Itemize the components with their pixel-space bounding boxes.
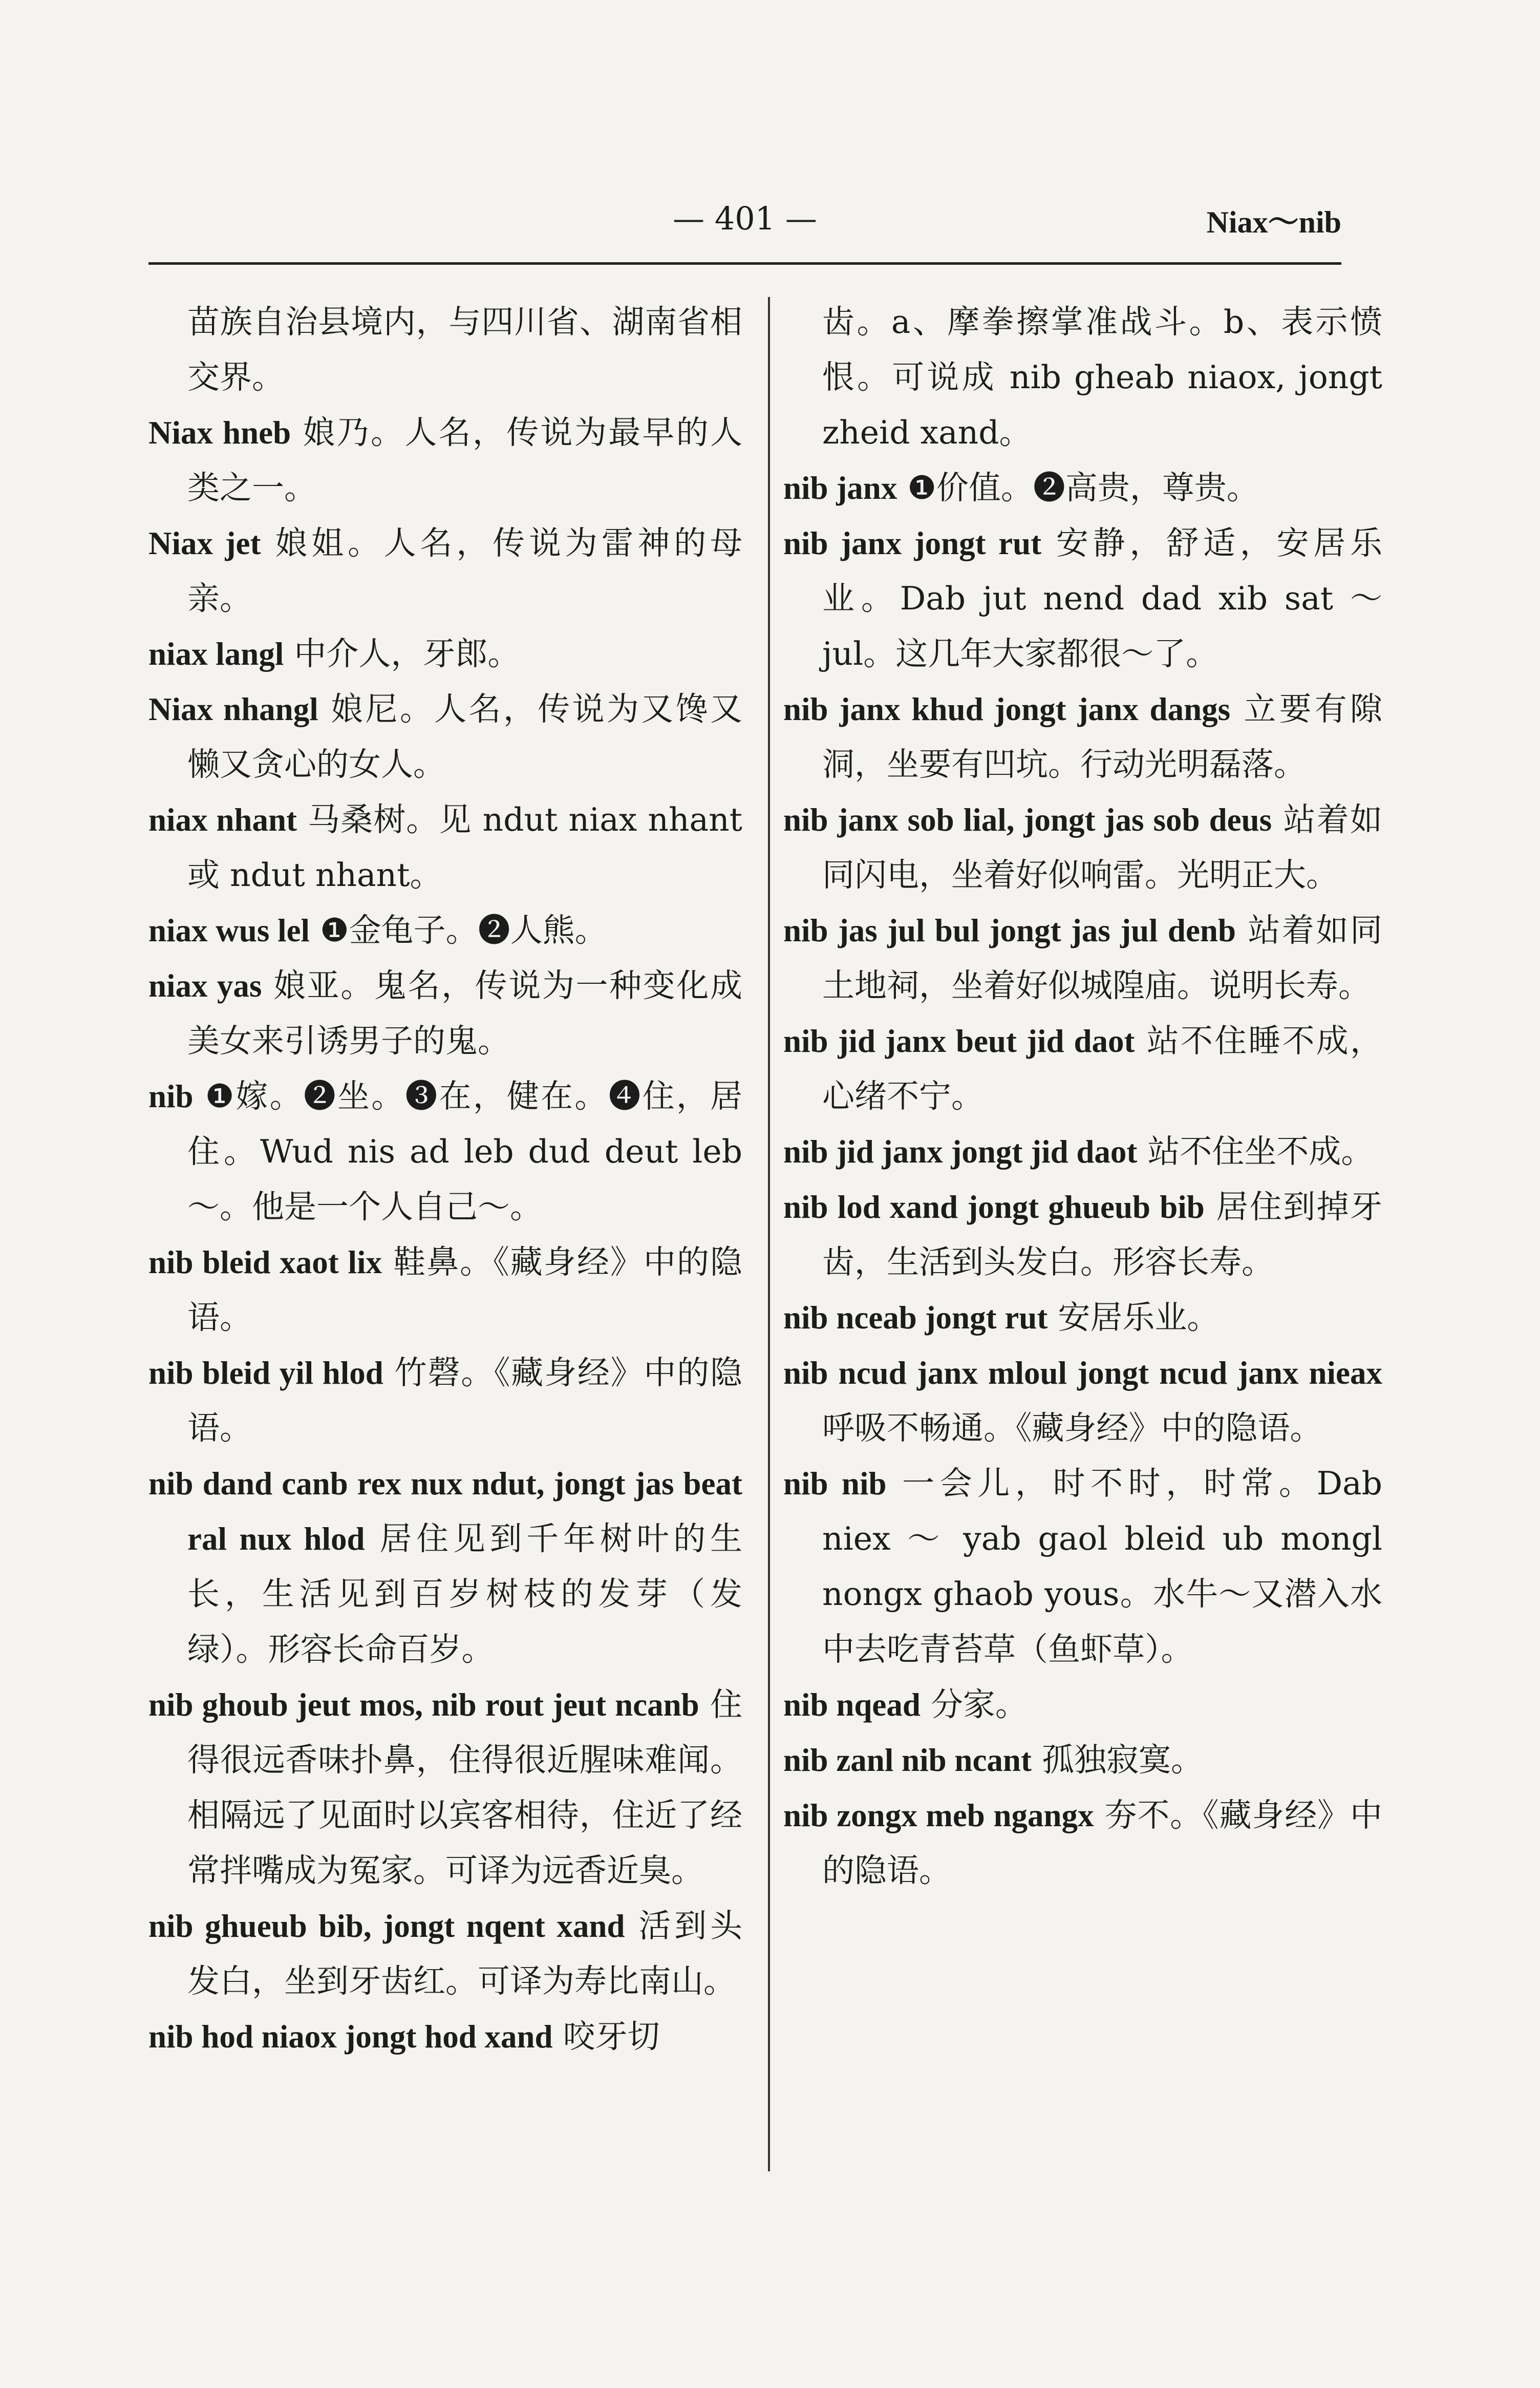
entry-headword: nib zanl nib ncant <box>783 1742 1032 1778</box>
entry-headword: nib janx khud jongt janx dangs <box>783 691 1231 727</box>
entry-definition: 站不住睡不成，心绪不宁。 <box>822 1022 1383 1115</box>
dictionary-entry <box>148 682 742 792</box>
entry-definition: 站着如同土地祠，坐着好似城隍庙。说明长寿。 <box>822 912 1383 1004</box>
entry-definition: 苗族自治县境内，与四川省、湖南省相交界。 <box>187 303 742 396</box>
entry-headword: Niax jet <box>148 525 261 561</box>
dictionary-entry <box>148 1345 742 1456</box>
entry-definition: 呼吸不畅通。《藏身经》中的隐语。 <box>822 1409 1322 1447</box>
right-column <box>783 294 1382 1898</box>
entry-headword: nib lod xand jongt ghueub bib <box>783 1189 1205 1225</box>
entry-headword: nib jas jul bul jongt jas jul denb <box>783 913 1236 948</box>
entry-headword: niax yas <box>148 968 262 1004</box>
entry-definition: 马桑树。见 ndut niax nhant 或 ndut nhant。 <box>187 801 742 894</box>
entry-headword: nib <box>148 1079 194 1114</box>
entry-definition: 一会儿，时不时，时常。Dab niex ～ yab gaol bleid ub mongl nongx ghaob yous。水牛～又潜入水中去吃青苔草（鱼虾草）。 <box>822 1465 1382 1668</box>
entry-headword: nib nceab jongt rut <box>783 1300 1048 1336</box>
dictionary-entry <box>148 405 742 516</box>
entry-headword: nib janx jongt rut <box>783 525 1042 561</box>
entry-definition: 娘尼。人名，传说为又馋又懒又贪心的女人。 <box>187 690 743 783</box>
entry-definition: 夯不。《藏身经》中的隐语。 <box>822 1797 1383 1889</box>
column-divider <box>768 297 770 2171</box>
dictionary-entry <box>148 626 742 682</box>
entry-definition: ❶嫁。❷坐。❸在，健在。❹住，居住。Wud nis ad leb dud deut leb ～。他是一个人自己～。 <box>187 1077 743 1225</box>
entry-headword: nib janx sob lial, jongt jas sob deus <box>783 802 1272 838</box>
dictionary-entry <box>148 294 742 405</box>
left-column <box>148 294 742 2064</box>
entry-headword: nib jid janx beut jid daot <box>783 1023 1135 1059</box>
dictionary-entry <box>783 682 1382 792</box>
dictionary-entry <box>148 1677 742 1898</box>
page-header <box>148 195 1341 251</box>
dictionary-entry <box>783 294 1382 460</box>
entry-definition: 居住到掉牙齿，生活到头发白。形容长寿。 <box>822 1188 1382 1281</box>
dictionary-entry <box>783 1456 1382 1677</box>
entry-definition: 娘乃。人名，传说为最早的人类之一。 <box>187 414 743 506</box>
entry-headword: Niax nhangl <box>148 691 318 727</box>
entry-headword: nib dand canb rex nux ndut, jongt jas beat ral nux hlod <box>148 1466 742 1557</box>
dictionary-entry <box>148 516 742 626</box>
dictionary-entry <box>148 958 742 1069</box>
dictionary-entry <box>783 1013 1382 1124</box>
dictionary-entry <box>783 1124 1382 1179</box>
dictionary-entry <box>148 792 742 903</box>
dictionary-entry <box>148 1235 742 1345</box>
entry-headword: nib bleid xaot lix <box>148 1244 382 1280</box>
entry-definition: 立要有隙洞，坐要有凹坑。行动光明磊落。 <box>822 690 1382 783</box>
entry-definition: 娘姐。人名，传说为雷神的母亲。 <box>187 524 743 617</box>
dictionary-entry <box>783 792 1382 903</box>
entry-headword: Niax hneb <box>148 415 291 451</box>
entry-headword: nib ncud janx mloul jongt ncud janx nieax <box>783 1355 1382 1391</box>
entry-definition: 住得很远香味扑鼻，住得很近腥味难闻。相隔远了见面时以宾客相待，住近了经常拌嘴成为冤家。可译为远香近臭。 <box>187 1686 742 1889</box>
entry-definition: 安静，舒适，安居乐业。Dab jut nend dad xib sat ～ jul。这几年大家都很～了。 <box>822 524 1382 672</box>
dictionary-entry <box>148 1069 742 1235</box>
dictionary-entry <box>148 903 742 958</box>
entry-definition: 站着如同闪电，坐着好似响雷。光明正大。 <box>822 801 1382 894</box>
entry-definition: 安居乐业。 <box>1058 1299 1220 1336</box>
dictionary-entry <box>783 1179 1382 1290</box>
dictionary-entry <box>783 1677 1382 1732</box>
entry-definition: 居住见到千年树叶的生长，生活见到百岁树枝的发芽（发绿）。形容长命百岁。 <box>187 1520 742 1668</box>
entry-definition: 中介人，牙郎。 <box>294 635 520 672</box>
entry-headword: nib nqead <box>783 1687 921 1723</box>
page-number: — 401 — <box>673 200 817 237</box>
entry-headword: nib hod niaox jongt hod xand <box>148 2019 553 2055</box>
entry-headword: nib zongx meb ngangx <box>783 1798 1094 1833</box>
entry-definition: 站不住坐不成。 <box>1147 1133 1374 1170</box>
entry-definition: ❶金龟子。❷人熊。 <box>320 912 607 949</box>
entry-definition: 鞋鼻。《藏身经》中的隐语。 <box>187 1243 743 1336</box>
entry-definition: 娘亚。鬼名，传说为一种变化成美女来引诱男子的鬼。 <box>187 967 742 1060</box>
dictionary-entry <box>148 2009 742 2064</box>
dictionary-entry <box>783 460 1382 516</box>
dictionary-entry <box>148 1456 742 1677</box>
entry-headword: nib bleid yil hlod <box>148 1355 383 1391</box>
entry-headword: nib janx <box>783 470 897 506</box>
entry-definition: 孤独寂寞。 <box>1041 1741 1203 1779</box>
entry-headword: nib ghueub bib, jongt nqent xand <box>148 1908 625 1944</box>
dictionary-entry <box>783 1732 1382 1788</box>
entry-headword: niax nhant <box>148 802 297 838</box>
dictionary-entry <box>783 1290 1382 1345</box>
entry-definition: 活到头发白，坐到牙齿红。可译为寿比南山。 <box>187 1907 742 2000</box>
header-rule <box>148 262 1341 265</box>
entry-headword: nib ghoub jeut mos, nib rout jeut ncanb <box>148 1687 699 1723</box>
entry-headword: niax wus lel <box>148 913 310 948</box>
entry-definition: 分家。 <box>930 1686 1028 1723</box>
dictionary-entry <box>148 1898 742 2009</box>
entry-definition: 齿。a、摩拳擦掌准战斗。b、表示愤恨。可说成 nib gheab niaox, jongt zheid xand。 <box>822 303 1382 451</box>
entry-headword: niax langl <box>148 636 284 672</box>
entry-definition: ❶价值。❷高贵，尊贵。 <box>907 469 1259 506</box>
dictionary-entry <box>783 903 1382 1013</box>
dictionary-entry <box>783 1788 1382 1898</box>
dictionary-entry <box>783 1345 1382 1456</box>
entry-definition: 竹磬。《藏身经》中的隐语。 <box>187 1354 742 1447</box>
entry-definition: 咬牙切 <box>563 2018 660 2055</box>
running-head: Niax～nib <box>1206 205 1341 239</box>
dictionary-entry <box>783 516 1382 682</box>
entry-headword: nib nib <box>783 1466 887 1502</box>
entry-headword: nib jid janx jongt jid daot <box>783 1134 1138 1170</box>
